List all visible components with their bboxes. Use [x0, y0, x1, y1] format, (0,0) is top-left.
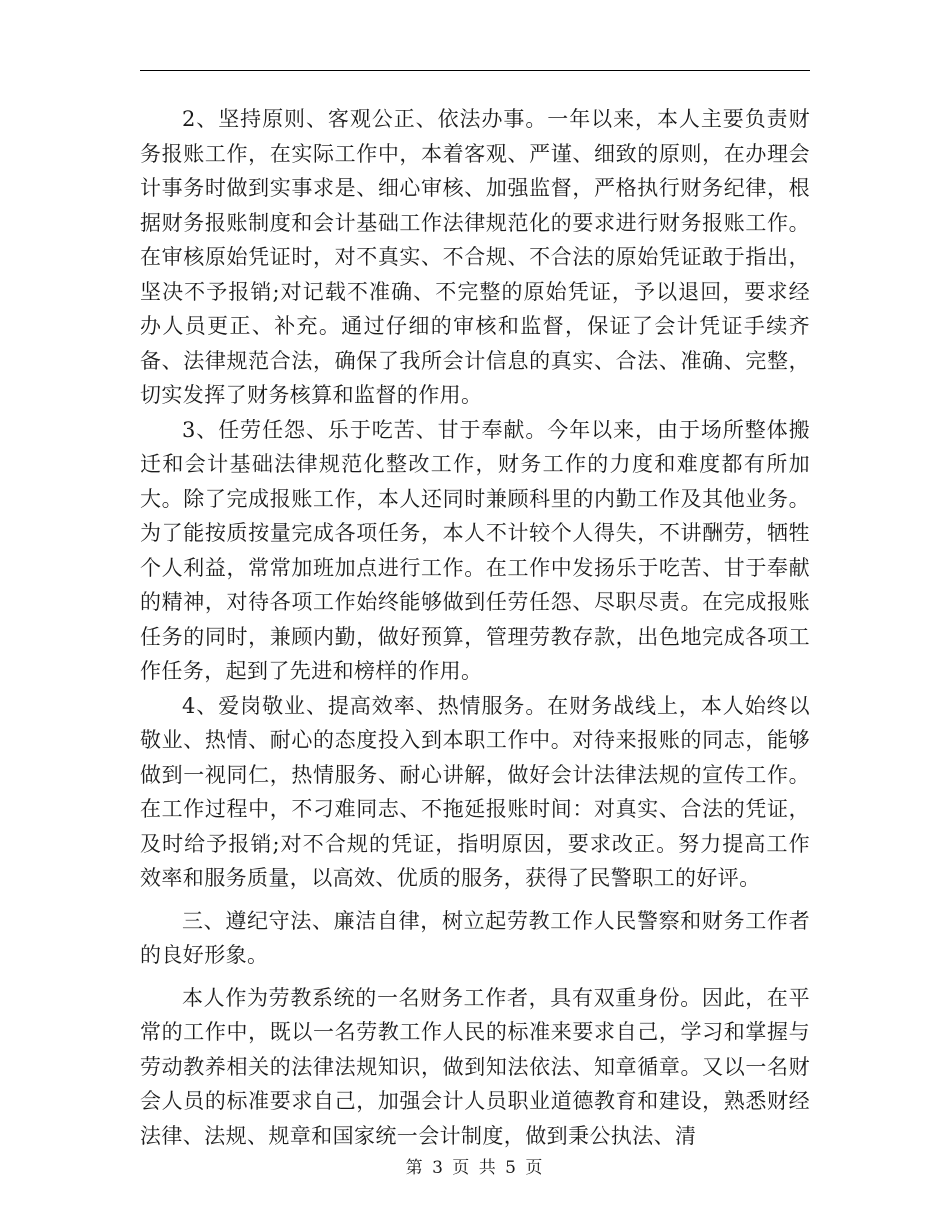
paragraph-item-3: 3、任劳任怨、乐于吃苦、甘于奉献。今年以来，由于场所整体搬迁和会计基础法律规范化整改工作，财务工作的力度和难度都有所加大。除了完成报账工作，本人还同时兼顾科里的内勤工作及其他业务。为了能按质按量完成各项任务，本人不计较个人得失，不讲酬劳，牺牲个人利益，常常加班加点进行工作。在工作中发扬乐于吃苦、甘于奉献的精神，对待各项工作始终能够做到任劳任怨、尽职尽责。在完成报账任务的同时，兼顾内勤，做好预算，管理劳教存款，出色地完成各项工作任务，起到了先进和榜样的作用。 [140, 417, 810, 683]
paragraph-dual-identity: 本人作为劳教系统的一名财务工作者，具有双重身份。因此，在平常的工作中，既以一名劳教工作人民的标准来要求自己，学习和掌握与劳动教养相关的法律法规知识，做到知法依法、知章循章。又以一名财会人员的标准要求自己，加强会计人员职业道德教育和建设，熟悉财经法律、法规、规章和国家统一会计制度，做到秉公执法、清 [140, 985, 810, 1148]
page-footer: 第 3 页 共 5 页 [405, 1158, 545, 1178]
document-body [140, 102, 810, 1153]
paragraph-item-2: 2、坚持原则、客观公正、依法办事。一年以来，本人主要负责财务报账工作，在实际工作中，本着客观、严谨、细致的原则，在办理会计事务时做到实事求是、细心审核、加强监督，严格执行财务纪律，根据财务报账制度和会计基础工作法律规范化的要求进行财务报账工作。在审核原始凭证时，对不真实、不合规、不合法的原始凭证敢于指出，坚决不予报销;对记载不准确、不完整的原始凭证，予以退回，要求经办人员更正、补充。通过仔细的审核和监督，保证了会计凭证手续齐备、法律规范合法，确保了我所会计信息的真实、合法、准确、完整，切实发挥了财务核算和监督的作用。 [140, 107, 810, 407]
section-heading-3: 三、遵纪守法、廉洁自律，树立起劳教工作人民警察和财务工作者的良好形象。 [140, 908, 810, 967]
header-rule [140, 70, 810, 71]
paragraph-item-4: 4、爱岗敬业、提高效率、热情服务。在财务战线上，本人始终以敬业、热情、耐心的态度投入到本职工作中。对待来报账的同志，能够做到一视同仁，热情服务、耐心讲解，做好会计法律法规的宣传工作。在工作过程中，不刁难同志、不拖延报账时间：对真实、合法的凭证，及时给予报销;对不合规的凭证，指明原因，要求改正。努力提高工作效率和服务质量，以高效、优质的服务，获得了民警职工的好评。 [140, 693, 810, 890]
